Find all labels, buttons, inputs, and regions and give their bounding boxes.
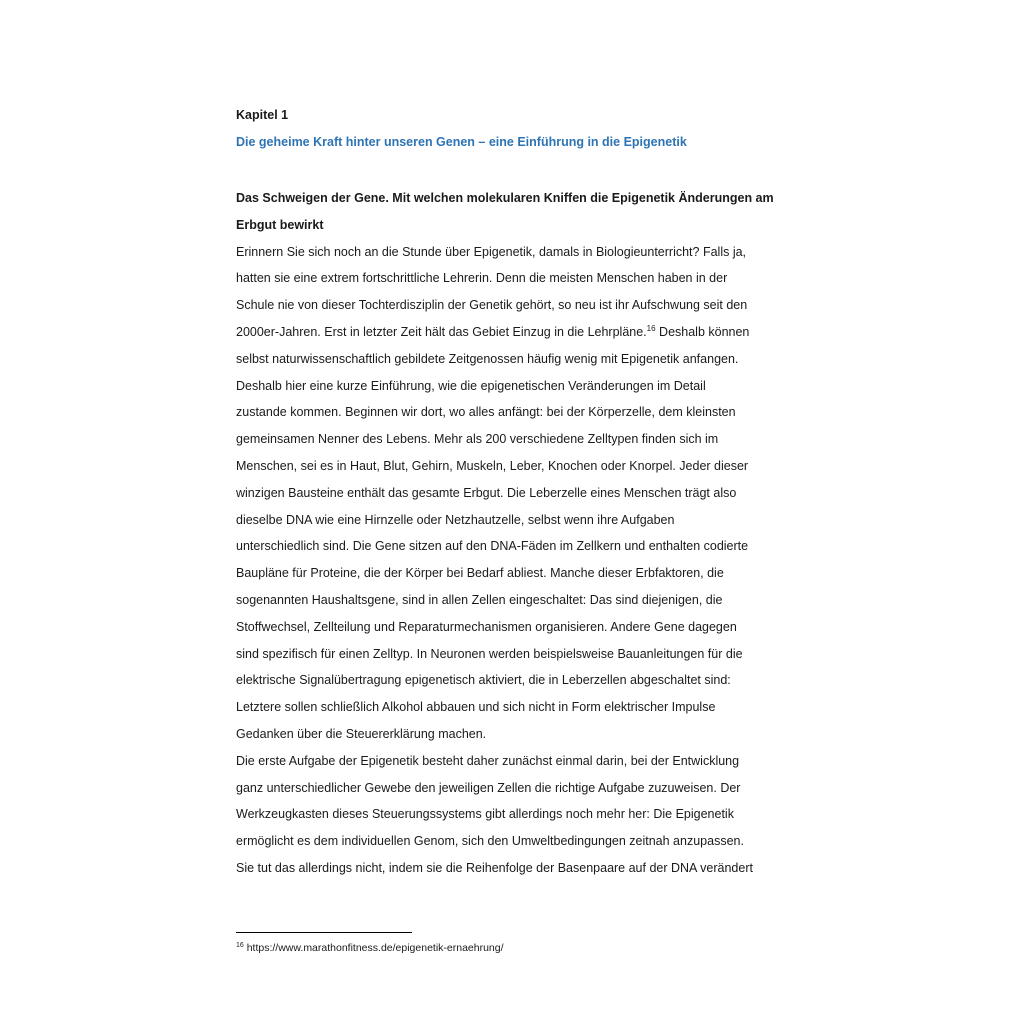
- section-heading-line: Das Schweigen der Gene. Mit welchen molekularen Kniffen die Epigenetik Änderungen am: [236, 191, 774, 205]
- section-heading-line: Erbgut bewirkt: [236, 217, 324, 232]
- body-line: Stoffwechsel, Zellteilung und Reparaturmechanismen organisieren. Andere Gene dagegen: [236, 619, 737, 634]
- body-line: elektrische Signalübertragung epigenetisch aktiviert, die in Leberzellen abgeschaltet sind:: [236, 673, 731, 688]
- body-line: sogenannten Haushaltsgene, sind in allen Zellen eingeschaltet: Das sind diejenigen, die: [236, 592, 723, 607]
- document-page: [236, 104, 796, 882]
- footnote-url[interactable]: https://www.marathonfitness.de/epigenetik-ernaehrung/: [243, 942, 504, 954]
- body-line: ganz unterschiedlicher Gewebe den jeweiligen Zellen die richtige Aufgabe zuzuweisen. Der: [236, 780, 741, 795]
- body-line: zustande kommen. Beginnen wir dort, wo alles anfängt: bei der Körperzelle, dem kleinsten: [236, 405, 736, 420]
- body-line-with-footnote-ref: [236, 319, 796, 346]
- body-line: dieselbe DNA wie eine Hirnzelle oder Netzhautzelle, selbst wenn ihre Aufgaben: [236, 512, 675, 527]
- body-line: ermöglicht es dem individuellen Genom, sich den Umweltbedingungen zeitnah anzupassen.: [236, 834, 744, 849]
- chapter-label: Kapitel 1: [236, 108, 289, 122]
- body-line: Erinnern Sie sich noch an die Stunde über Epigenetik, damals in Biologieunterricht? Falls ja,: [236, 244, 747, 259]
- body-line: Letztere sollen schließlich Alkohol abbauen und sich nicht in Form elektrischer Impulse: [236, 700, 716, 715]
- body-line: Die erste Aufgabe der Epigenetik besteht daher zunächst einmal darin, bei der Entwicklung: [236, 753, 740, 768]
- body-line: Werkzeugkasten dieses Steuerungssystems gibt allerdings noch mehr her: Die Epigenetik: [236, 807, 734, 822]
- footnote-reference[interactable]: 16: [646, 323, 656, 333]
- body-line: Deshalb hier eine kurze Einführung, wie die epigenetischen Veränderungen im Detail: [236, 378, 706, 393]
- body-line: winzigen Bausteine enthält das gesamte Erbgut. Die Leberzelle eines Menschen trägt also: [236, 485, 737, 500]
- body-line: gemeinsamen Nenner des Lebens. Mehr als 200 verschiedene Zelltypen finden sich im: [236, 432, 719, 447]
- footnote: [236, 940, 504, 956]
- body-line: unterschiedlich sind. Die Gene sitzen auf den DNA-Fäden im Zellkern und enthalten codierte: [236, 539, 749, 554]
- section-heading: [236, 185, 796, 239]
- body-line: Baupläne für Proteine, die der Körper bei Bedarf abliest. Manche dieser Erbfaktoren, die: [236, 566, 724, 581]
- body-line-text: 2000er-Jahren. Erst in letzter Zeit hält das Gebiet Einzug in die Lehrpläne.: [236, 324, 647, 339]
- body-text: [236, 239, 796, 882]
- body-line-text: Deshalb können: [655, 324, 750, 339]
- chapter-title: Die geheime Kraft hinter unseren Genen – eine Einführung in die Epigenetik: [236, 135, 687, 149]
- body-line: Menschen, sei es in Haut, Blut, Gehirn, Muskeln, Leber, Knochen oder Knorpel. Jeder dieser: [236, 458, 749, 473]
- body-line: sind spezifisch für einen Zelltyp. In Neuronen werden beispielsweise Bauanleitungen für die: [236, 646, 743, 661]
- body-line: Schule nie von dieser Tochterdisziplin der Genetik gehört, so neu ist ihr Aufschwung seit den: [236, 298, 748, 313]
- body-line: Gedanken über die Steuererklärung machen.: [236, 726, 487, 741]
- body-line: selbst naturwissenschaftlich gebildete Zeitgenossen häufig wenig mit Epigenetik anfangen.: [236, 351, 739, 366]
- body-line: hatten sie eine extrem fortschrittliche Lehrerin. Denn die meisten Menschen haben in der: [236, 271, 728, 286]
- footnote-separator: [236, 932, 412, 933]
- body-line: Sie tut das allerdings nicht, indem sie die Reihenfolge der Basenpaare auf der DNA verändert: [236, 860, 753, 875]
- footnote-marker: 16: [236, 942, 244, 949]
